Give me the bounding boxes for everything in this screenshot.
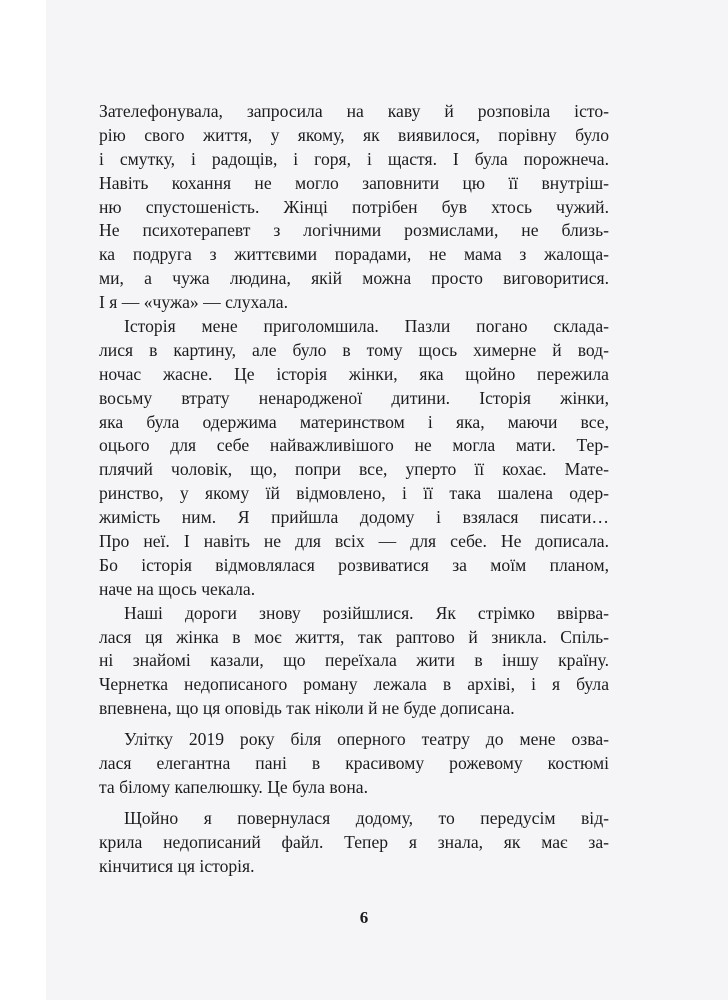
text-line: ми, а чужа людина, якій можна просто виговоритися.	[99, 268, 609, 289]
text-line: Улітку 2019 року біля оперного театру до мене озва-	[124, 729, 609, 750]
text-line: Чернетка недописаного роману лежала в архіві, і я була	[99, 674, 609, 695]
text-line: Історія мене приголомшила. Пазли погано склада-	[124, 316, 609, 337]
text-line: ночас жасне. Це історія жінки, яка щойно пережила	[99, 363, 609, 384]
text-line: ка подруга з життєвими порадами, не мама з жалоща-	[99, 244, 609, 265]
text-line: лася ця жінка в моє життя, так раптово й зникла. Спіль-	[99, 626, 609, 647]
body-text	[99, 100, 609, 879]
text-line: Бо історія відмовлялася розвиватися за моїм планом,	[99, 554, 609, 575]
text-line: ринство, у якому їй відмовлено, і її така шалена одер-	[99, 483, 609, 504]
text-line: рію свого життя, у якому, як виявилося, порівну було	[99, 124, 609, 145]
text-line: крила недописаний файл. Тепер я знала, як має за-	[99, 831, 609, 852]
text-line: Не психотерапевт з логічними розмислами, не близь-	[99, 220, 609, 241]
text-line: плячий чоловік, що, попри все, уперто її кохає. Мате-	[99, 459, 609, 480]
text-line: і смутку, і радощів, і горя, і щастя. І була порожнеча.	[99, 148, 609, 169]
text-line: лася елегантна пані в красивому рожевому костюмі	[99, 753, 609, 774]
text-line: кінчитися ця історія.	[99, 855, 255, 876]
text-line: Про неї. І навіть не для всіх — для себе. Не дописала.	[99, 531, 609, 552]
text-line: ню спустошеність. Жінці потрібен був хтось чужий.	[99, 196, 609, 217]
text-line: та білому капелюшку. Це була вона.	[99, 776, 369, 797]
text-line: оцього для себе найважливішого не могла мати. Тер-	[99, 435, 609, 456]
text-line: І я — «чужа» — слухала.	[99, 292, 289, 313]
page-number: 6	[359, 908, 369, 927]
text-line: Наші дороги знову розійшлися. Як стрімко ввірва-	[124, 602, 609, 623]
text-line: ні знайомі казали, що переїхала жити в іншу країну.	[99, 650, 609, 671]
text-line: Щойно я повернулася додому, то передусім від-	[124, 807, 609, 828]
text-line: лися в картину, але було в тому щось химерне й вод-	[99, 339, 609, 360]
text-line: яка була одержима материнством і яка, маючи все,	[99, 411, 609, 432]
text-line: Зателефонувала, запросила на каву й розповіла істо-	[99, 101, 609, 121]
text-line: впевнена, що ця оповідь так ніколи й не буде дописана.	[99, 698, 515, 719]
text-line: наче на щось чекала.	[99, 578, 256, 599]
text-line: жимість ним. Я прийшла додому і взялася писати…	[99, 507, 609, 528]
text-line: восьму втрату ненародженої дитини. Історія жінки,	[99, 387, 609, 408]
text-line: Навіть кохання не могло заповнити цю її внутріш-	[99, 172, 609, 193]
